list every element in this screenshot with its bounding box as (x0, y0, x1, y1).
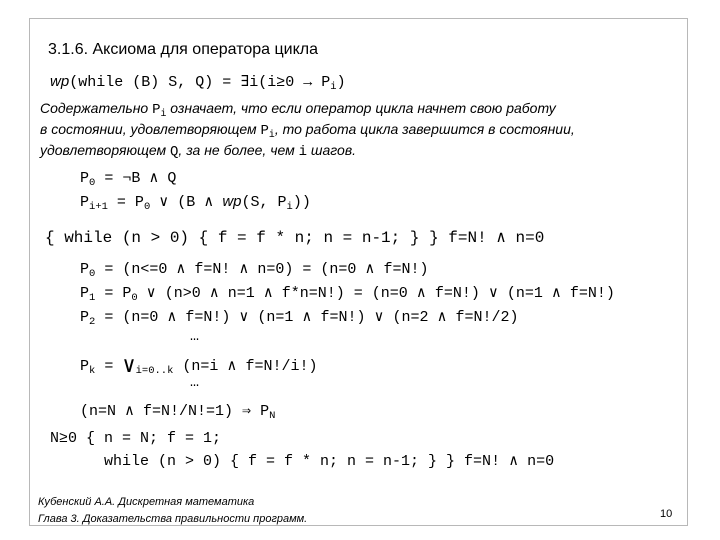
definition-pi-plus-1: $P_{i+1} = P_0$ ∨ (B ∧ wp(S, $P_i$)) (80, 193, 311, 213)
example-pk: $P_k$ = $\vee_{i=0..k}$ (n=i ∧ f=N!/i!) (80, 354, 318, 379)
ellipsis-1: … (190, 328, 200, 345)
program-line-2: while (n > 0) { f = f * n; n = n-1; } } f=N! ∧ n=0 (104, 453, 555, 470)
footer-chapter: Глава 3. Доказательства правильности программ. (38, 513, 308, 525)
description-line-2: в состоянии, удовлетворяющем $P_i$, то работа цикла завершится в состоянии, (40, 121, 575, 140)
example-p1: $P_1 = P_0$ ∨ (n>0 ∧ n=1 ∧ f*n=N!) = (n=0 ∧ f=N!) ∨ (n=1 ∧ f=N!) (80, 285, 615, 304)
description-line-1: Содержательно $P_i$ означает, что если оператор цикла начнет свою работу (40, 100, 556, 119)
footer-author: Кубенский А.А. Дискретная математика (38, 496, 255, 508)
ellipsis-2: … (190, 374, 200, 391)
definition-p0: $P_0$ = ¬B ∧ Q (80, 170, 177, 189)
example-loop-code: { while (n > 0) { f = f * n; n = n-1; } } f=N! ∧ n=0 (45, 229, 545, 247)
implication-pn: (n=N ∧ f=N!/N!=1) ⇒ $P_N$ (80, 403, 276, 422)
example-p0: $P_0 = (n<=0$ ∧ f=N! ∧ n=0) = (n=0 ∧ f=N!) (80, 261, 429, 280)
example-p2: $P_2 = (n=0$ ∧ f=N!) ∨ (n=1 ∧ f=N!) ∨ (n=2 ∧ f=N!/2) (80, 309, 519, 328)
page-number: 10 (660, 508, 673, 520)
program-line-1: N≥0 { n = N; f = 1; (50, 430, 222, 447)
slide-title: 3.1.6. Аксиома для оператора цикла (48, 41, 318, 58)
description-line-3: удовлетворяющем Q, за не более, чем i шагов. (40, 142, 357, 160)
wp-while-axiom: wp(while (B) S, Q) = ∃i(i≥0 → $P_i$) (50, 73, 346, 93)
